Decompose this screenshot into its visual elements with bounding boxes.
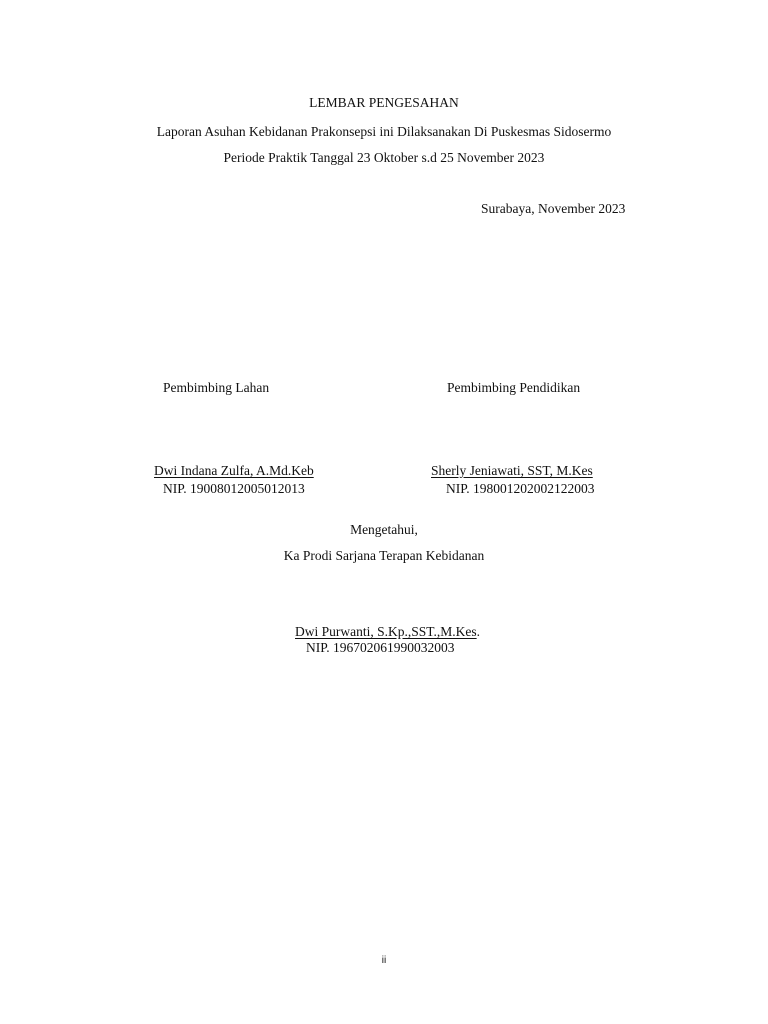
right-signatory-role: Pembimbing Pendidikan [447,380,581,395]
subtitle-line-2: Periode Praktik Tanggal 23 Oktober s.d 25 November 2023 [223,150,545,165]
place-date: Surabaya, November 2023 [481,201,626,216]
left-signatory-name: Dwi Indana Zulfa, A.Md.Keb [154,463,314,478]
approval-name-suffix: . [476,624,481,639]
approval-nip: NIP. 196702061990032003 [306,640,455,655]
page-title: LEMBAR PENGESAHAN [309,95,459,110]
left-signatory-role: Pembimbing Lahan [163,380,270,395]
subtitle-line-1: Laporan Asuhan Kebidanan Prakonsepsi ini Dilaksanakan Di Puskesmas Sidosermo [156,124,612,139]
page-number: ii [381,955,387,966]
right-signatory-nip: NIP. 198001202002122003 [446,481,595,496]
approval-position: Ka Prodi Sarjana Terapan Kebidanan [283,548,485,563]
approval-label: Mengetahui, [350,522,418,537]
left-signatory-nip: NIP. 19008012005012013 [163,481,305,496]
approval-name: Dwi Purwanti, S.Kp.,SST.,M.Kes [295,624,477,639]
approval-name-line [295,624,480,640]
right-signatory-name: Sherly Jeniawati, SST, M.Kes [431,463,593,478]
